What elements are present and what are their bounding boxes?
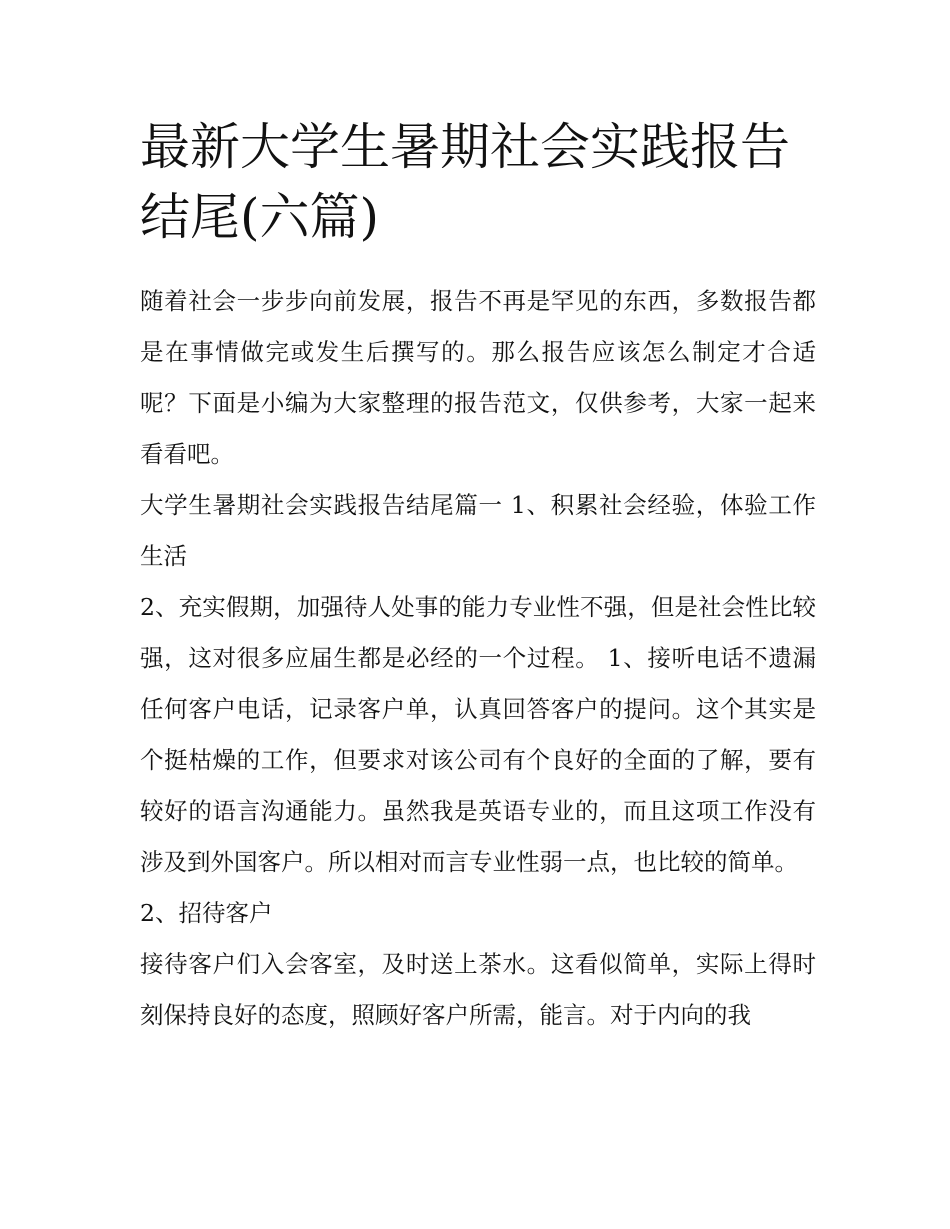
document-body (140, 276, 816, 1041)
paragraph-section-one-heading: 大学生暑期社会实践报告结尾篇一 1、积累社会经验，体验工作生活 (140, 491, 816, 570)
paragraph-reception-body: 接待客户们入会客室，及时送上茶水。这看似简单，实际上得时刻保持良好的态度，照顾好客户所需，能言。对于内向的我 (140, 950, 816, 1029)
paragraph-reception-heading: 2、招待客户 (140, 899, 273, 927)
paragraph-phone-duty: 2、充实假期，加强待人处事的能力专业性不强，但是社会性比较强，这对很多应届生都是必经的一个过程。 1、接听电话不遗漏任何客户电话，记录客户单，认真回答客户的提问。这个其实是个挺枯燥的工作，但要求对该公司有个良好的全面的了解，要有较好的语言沟通能力。虽然我是英语专业的，而且这项工作没有涉及到外国客户。所以相对而言专业性弱一点，也比较的简单。 (140, 593, 816, 876)
document-title: 最新大学生暑期社会实践报告结尾(六篇) (140, 118, 790, 246)
paragraph-intro: 随着社会一步步向前发展，报告不再是罕见的东西，多数报告都是在事情做完或发生后撰写的。那么报告应该怎么制定才合适呢？下面是小编为大家整理的报告范文，仅供参考，大家一起来看看吧。 (140, 287, 816, 468)
